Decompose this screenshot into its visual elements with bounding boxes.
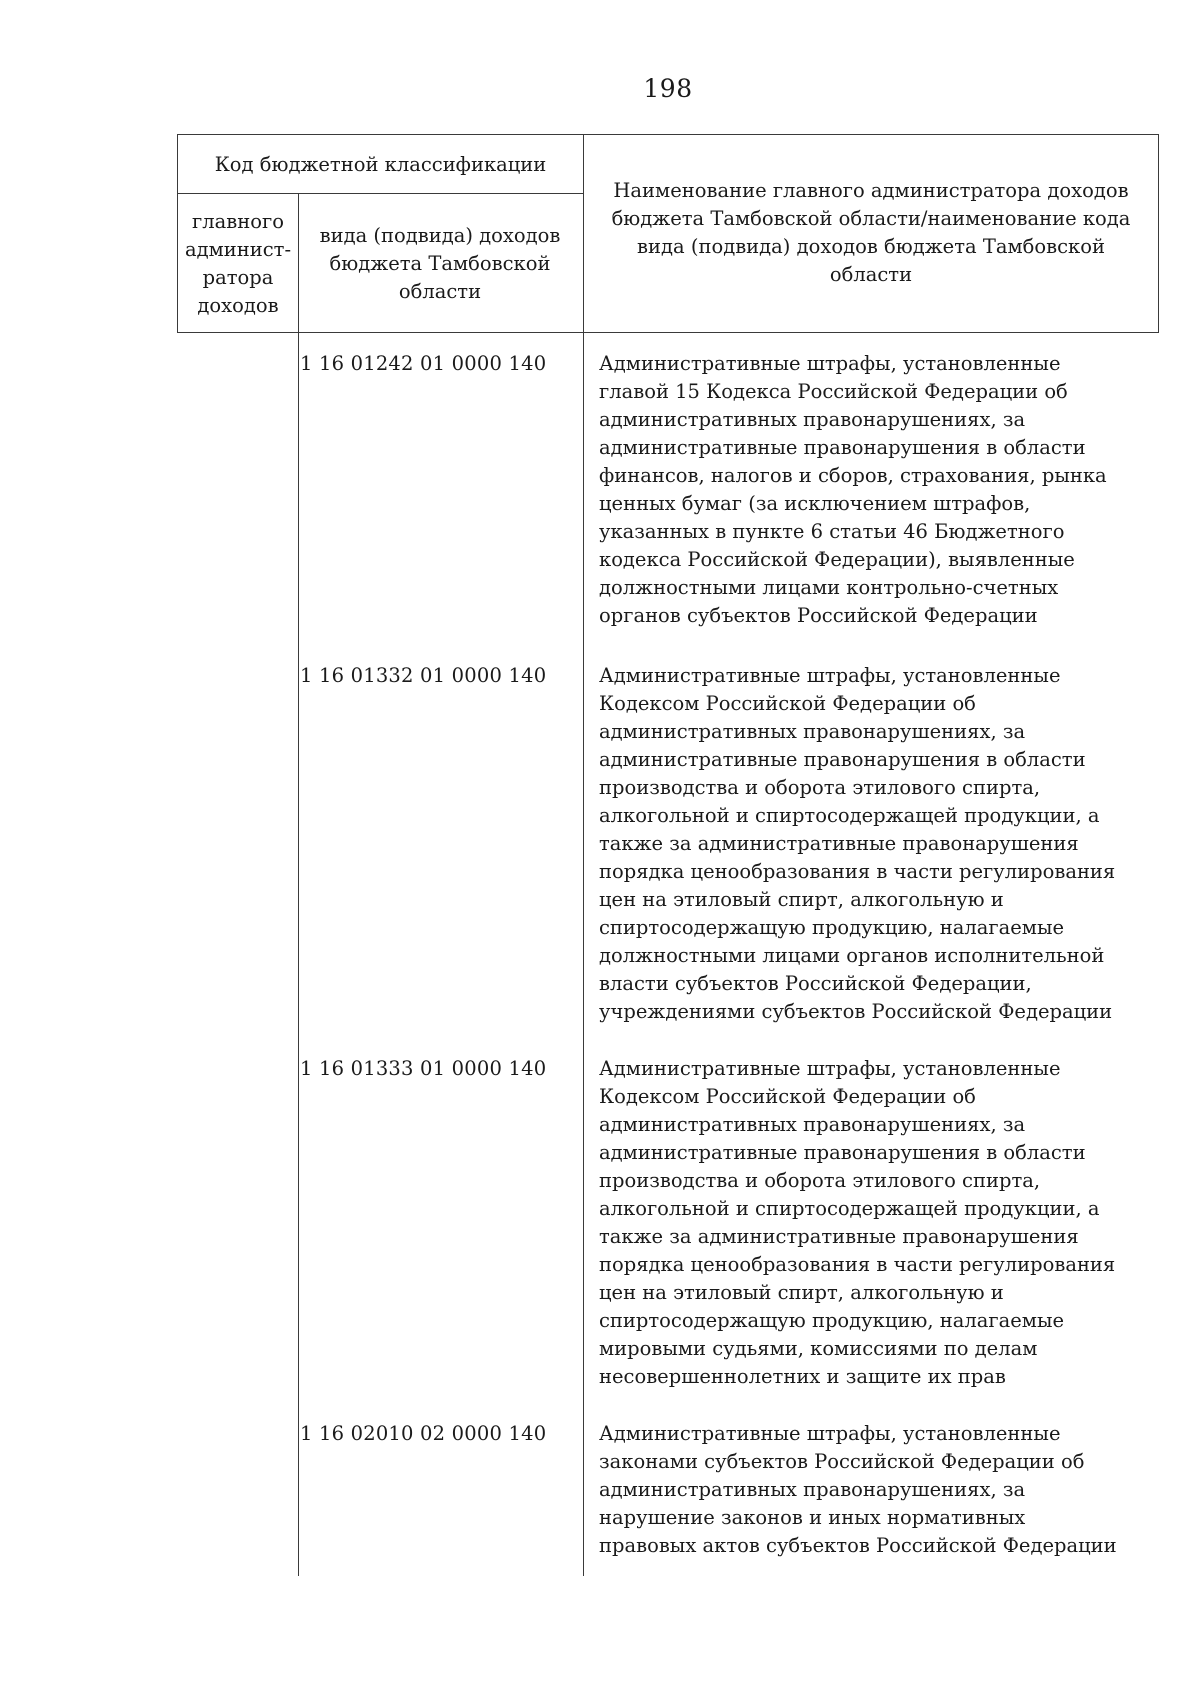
- header-right-border: [1158, 134, 1159, 332]
- header-col-type: вида (подвида) доходов бюджета Тамбовской области: [319, 224, 561, 303]
- header-code-divider: [583, 134, 584, 332]
- header-top-border: [177, 134, 1159, 135]
- header-col-name: Наименование главного администратора доходов бюджета Тамбовской области/наименование кода вида (подвида) доходов бюджета Тамбовской области: [611, 179, 1131, 286]
- header-group-label: Код бюджетной классификации: [214, 153, 547, 176]
- row-description: Административные штрафы, установленные Кодексом Российской Федерации об административных правонарушениях, за административные правонарушения в области производства и оборота этилового спирта, алкогольной и спиртосодержащей продукции, а также за административные правонарушения порядка ценообразования в части регулирования цен на этиловый спирт, алкогольную и спиртосодержащую продукцию, налагаемые должностными лицами органов исполнительной власти субъектов Российской Федерации, учреждениями субъектов Российской Федерации: [599, 664, 1116, 1023]
- group-label-divider: [177, 193, 583, 194]
- row-code: 1 16 01242 01 0000 140: [300, 352, 547, 375]
- row-description: Административные штрафы, установленные главой 15 Кодекса Российской Федерации об административных правонарушениях, за административные правонарушения в области финансов, налогов и сборов, страхования, рынка ценных бумаг (за исключением штрафов, указанных в пункте 6 статьи 46 Бюджетного кодекса Российской Федерации), выявленные должностными лицами контрольно-счетных органов субъектов Российской Федерации: [599, 352, 1107, 627]
- header-bottom-border: [177, 332, 1159, 333]
- row-description: Административные штрафы, установленные Кодексом Российской Федерации об административных правонарушениях, за административные правонарушения в области производства и оборота этилового спирта, алкогольной и спиртосодержащей продукции, а также за административные правонарушения порядка ценообразования в части регулирования цен на этиловый спирт, алкогольную и спиртосодержащую продукцию, налагаемые мировыми судьями, комиссиями по делам несовершеннолетних и защите их прав: [599, 1057, 1116, 1388]
- body-admin-divider: [298, 332, 299, 1576]
- body-code-divider: [583, 332, 584, 1576]
- header-col-admin: главного админист-ратора доходов: [184, 210, 292, 317]
- header-admin-divider: [298, 193, 299, 332]
- row-code: 1 16 01333 01 0000 140: [300, 1057, 547, 1080]
- row-code: 1 16 01332 01 0000 140: [300, 664, 547, 687]
- page-number: 198: [643, 74, 693, 103]
- row-description: Административные штрафы, установленные законами субъектов Российской Федерации об административных правонарушениях, за нарушение законов и иных нормативных правовых актов субъектов Российской Федерации: [599, 1422, 1117, 1557]
- row-code: 1 16 02010 02 0000 140: [300, 1422, 547, 1445]
